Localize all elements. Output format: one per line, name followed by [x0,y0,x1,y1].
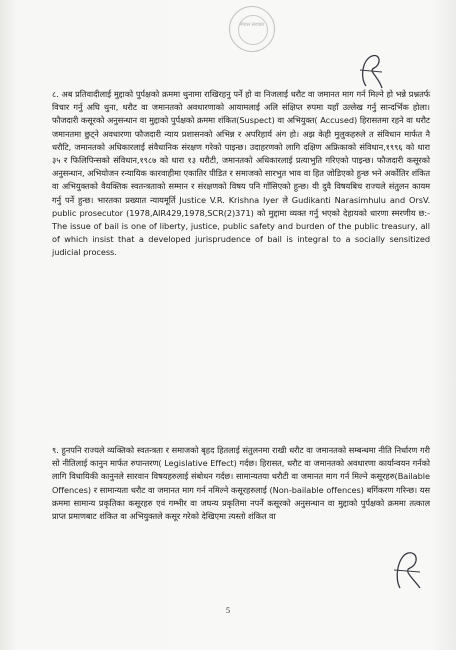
paragraph-8: ८. अब प्रतिवादीलाई मुद्दाको पुर्पक्षको क्रममा थुनामा राखिरहनु पर्ने हो वा निजलाई धरौट वा जमानत माग गर्न मिल्ने हो भन्ने प्रश्नतर्फ विचार गर्नु अघि थुना, धरौट वा जमानतको अवधारणाको आयामलाई अलि संक्षिप्त रुपमा यहाँ उल्लेख गर्नु सान्दर्भिक होला। फौजदारी कसूरको अनुसन्धान वा मुद्दाको पुर्पक्षको क्रममा शंकित(Suspect) वा अभियुक्त( Accused) हिरासतमा रहने वा धरौट जमानतमा छुट्ने अवधारणा फौजदारी न्याय प्रशासनको अभिन्न र अपरिहार्य अंग हो। अझ केही मुलुकहरुले त संविधान मार्फत नै धरौटि, जमानतको अधिकारलाई संवैधानिक संरक्षण गरेको पाइन्छ। उदाहरणको लागि दक्षिण अफ्रिकाको संविधान,१९९६ को धारा ३५ र फिलिपिन्सको संविधान,१९८७ को धारा १३ धरौटी, जमानतको अधिकारलाई प्रत्याभुति गरिएको पाइन्छ। फौजदारी कसूरको अनुसन्धान, अभियोजन रन्यायिक कारवाहीमा एकातिर पीडित र समाजको सारभुत भाव वा हित जोडिएको हुन्छ भने अर्कोतिर शंकित वा अभियुक्तको वैयक्तिक स्वतन्त्रताको सम्मान र संरक्षणको विषय पनि गाँसिएको हुन्छ। यी दुवै विषयबिच राज्यले संतुलन कायम गर्नु पर्ने हुन्छ। भारतका प्रख्यात न्यायमूर्ति Justice V.R. Krishna Iyer ले Gudikanti Narasimhulu and OrsV. public prosecutor (1978,AIR429,1978,SCR(2)371) को मुद्दामा व्यक्त गर्नु भएको देहायको धारणा स्मरणीय छ:-The issue of bail is one of liberty, justice, public safety and burden of the public treasury, all of which insist that a developed jurisprudence of bail is integral to a socially sensitized judicial process. [52,89,430,258]
stamp-text: नेपाल सरकार [239,22,265,28]
signature-top [352,50,392,92]
paragraph-9: ९. हुनपनि राज्यले व्यक्तिको स्वतन्त्रता र समाजको बृहद हितलाई संतुलनमा राखी धरौट वा जमानतको सम्बन्धमा नीति निर्धारण गरी सो नीतिलाई कानुन मार्फत रुपान्तरण( Legislative Effect) गर्दछ। हिरासत, धरौट वा जमानतको अवधारणा कार्यान्वयन गर्नको लागि विधायिकी कानुनले सारवान विषयहरुलाई संबोधन गर्दछ। सामान्यतया धरौटी वा जमानत माग गर्न मिल्ने कसूरहरु(Bailable Offences) र सामान्यता धरौट वा जमानत माग गर्न नमिल्ने कसूरहरुलाई (Non-bailable offences) बर्गिकरण गरिन्छ। यस क्रममा सामान्य प्रकृतिका कसूरहरु एवं गम्भीर वा जघन्य प्रकृतिमा नपर्ने कसूरको अनुसन्धान वा मुद्दाको पुर्पक्षको क्रममा तत्काल प्राप्त प्रमाणबाट शंकित वा अभियुक्तले कसूर गरेको देखिएमा त्यस्तो शंकित वा [52,445,430,522]
page-number: 5 [226,606,230,615]
signature-bottom [388,548,428,592]
stamp-inner-ring [238,15,268,45]
official-stamp [229,6,275,52]
